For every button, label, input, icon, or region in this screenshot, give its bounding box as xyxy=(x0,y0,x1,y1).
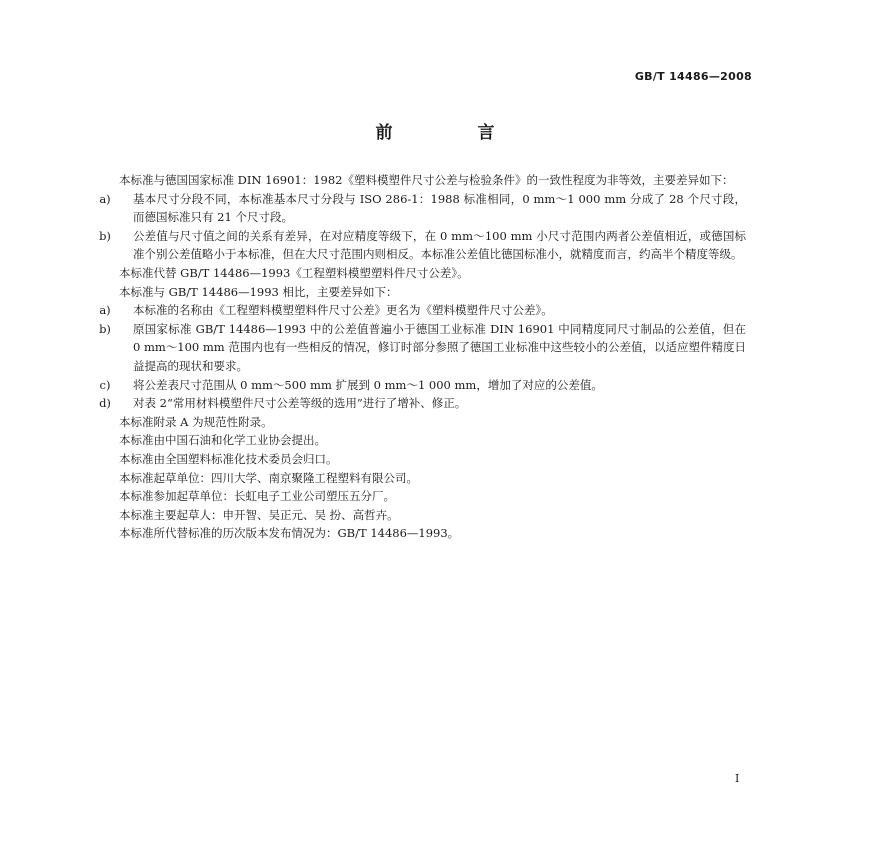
item-text: 对表 2“常用材料模塑件尺寸公差等级的选用”进行了增补、修正。 xyxy=(133,396,467,411)
item-text: 本标准的名称由《工程塑料模塑塑料件尺寸公差》更名为《塑料模塑件尺寸公差》。 xyxy=(133,303,553,318)
item-marker: b) xyxy=(99,228,111,243)
compare-intro-paragraph: 本标准与 GB/T 14486—1993 相比，主要差异如下： xyxy=(119,284,398,299)
appendix-paragraph: 本标准附录 A 为规范性附录。 xyxy=(119,414,273,429)
list-item xyxy=(96,227,746,264)
list-item xyxy=(96,301,746,320)
list-item xyxy=(96,394,746,413)
item-marker: a) xyxy=(99,303,111,318)
item-marker: c) xyxy=(99,377,111,392)
item-marker: d) xyxy=(99,396,111,411)
list-item xyxy=(96,376,746,395)
proposer-paragraph: 本标准由中国石油和化学工业协会提出。 xyxy=(119,433,326,448)
drafting-units-paragraph: 本标准起草单位：四川大学、南京聚隆工程塑料有限公司。 xyxy=(119,470,418,485)
list-item xyxy=(96,190,746,227)
diff-list-2 xyxy=(96,301,746,413)
page-number: I xyxy=(735,772,740,785)
intro-paragraph: 本标准与德国国家标准 DIN 16901：1982《塑料模塑件尺寸公差与检验条件》的一致性程度为非等效，主要差异如下： xyxy=(119,173,734,187)
version-history-paragraph: 本标准所代替标准的历次版本发布情况为：GB/T 14486—1993。 xyxy=(119,526,460,541)
jurisdiction-paragraph: 本标准由全国塑料标准化技术委员会归口。 xyxy=(119,451,338,466)
participating-units-paragraph: 本标准参加起草单位：长虹电子工业公司塑压五分厂。 xyxy=(119,489,395,504)
drafters-paragraph: 本标准主要起草人：申开智、吴正元、吴 扮、高哲卉。 xyxy=(119,507,399,522)
replace-paragraph: 本标准代替 GB/T 14486—1993《工程塑料模塑塑料件尺寸公差》。 xyxy=(119,265,469,280)
item-text: 公差值与尺寸值之间的关系有差异，在对应精度等级下，在 0 mm～100 mm 小尺寸范围内两者公差值相近，或德国标准个别公差值略小于本标准，但在大尺寸范围内则相反。本标准公差值比德国标准小，就精度而言，约高半个精度等级。 xyxy=(133,228,746,262)
item-marker: b) xyxy=(99,321,111,336)
page-title: 前 言 xyxy=(375,123,529,143)
standard-number: GB/T 14486—2008 xyxy=(634,70,752,83)
item-text: 将公差表尺寸范围从 0 mm～500 mm 扩展到 0 mm～1 000 mm，增加了对应的公差值。 xyxy=(133,377,603,392)
item-text: 基本尺寸分段不同，本标准基本尺寸分段与 ISO 286-1：1988 标准相同，0 mm～1 000 mm 分成了 28 个尺寸段，而德国标准只有 21 个尺寸段。 xyxy=(133,191,746,225)
diff-list-1 xyxy=(96,190,746,264)
foreword-body xyxy=(96,171,746,543)
item-marker: a) xyxy=(99,191,111,206)
item-text: 原国家标准 GB/T 14486—1993 中的公差值普遍小于德国工业标准 DIN 16901 中同精度同尺寸制品的公差值，但在 0 mm～100 mm 范围内也有一些相反的情况，修订时部分参照了德国工业标准中这些较小的公差值，以适应塑件精度日益提高的现状和要求。 xyxy=(133,321,746,373)
list-item xyxy=(96,320,746,376)
